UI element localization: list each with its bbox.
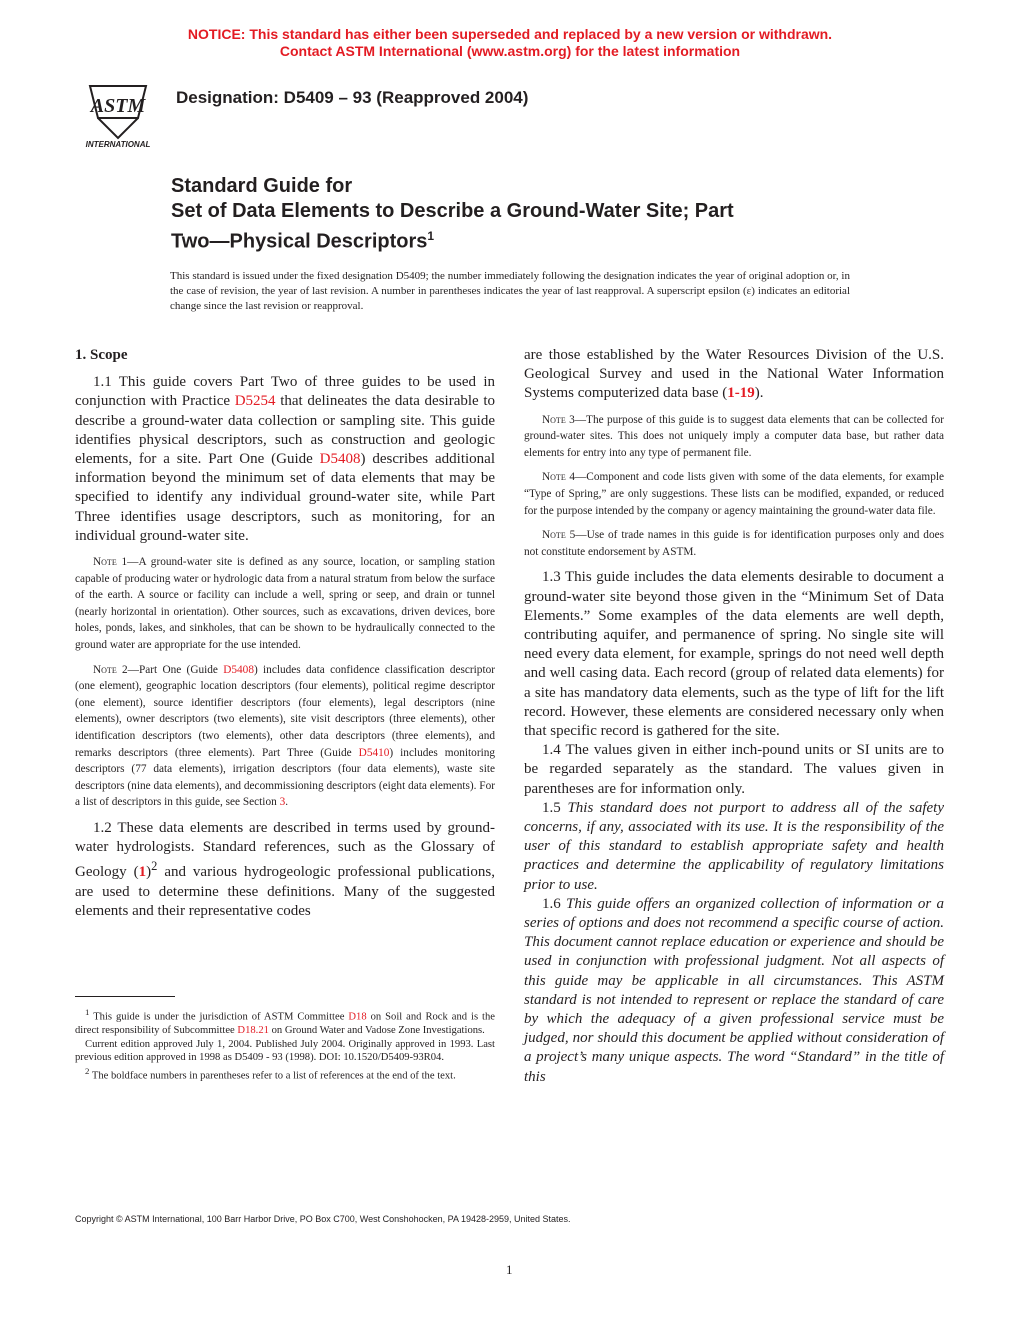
note-5: Note 5—Use of trade names in this guide is for identification purposes only and does not constitute endorsement by ASTM. — [524, 529, 945, 558]
scope-heading: 1. Scope — [75, 347, 128, 363]
footnote-1: $^1$ This guide is under the jurisdiction of ASTM Committee D18 on Soil and Rock and is the direct responsibility of Subcommittee D18.21 on Ground Water and Vadose Zone Investigations. — [75, 1007, 495, 1037]
link-d5408-note[interactable]: D5408 — [223, 663, 254, 676]
logo-text: ASTM — [90, 95, 146, 117]
title-line-2: Set of Data Elements to Describe a Ground-Water Site; Part — [171, 200, 734, 222]
note-4-label: Note 4 — [542, 471, 575, 484]
note-1: Note 1—A ground-water site is defined as any source, location, or sampling station capable of producing water or hydrologic data from a natural stratum from below the surface of the earth. A source or facility can include a well, spring or seep, and drain or tunnel (nearly horizontal in orientation). Other sources, such as excavations, driven devices, bore holes, ponds, lakes, and sinkholes, that can be shown to be hydraulically connected to the ground water are appropriate for the use intended. — [75, 556, 496, 651]
note-3: Note 3—The purpose of this guide is to suggest data elements that can be collected for ground-water sites. This does not uniquely imply a computer data base, but rather data elements for entry into any type of permanent file. — [524, 413, 944, 459]
ref-1-link[interactable]: 1 — [138, 864, 147, 881]
footnote-rule — [75, 996, 175, 997]
note-4: Note 4—Component and code lists given with some of the data elements, for example “Type of Spring,” are only suggestions. These lists can be modified, expanded, or reduced for the purpose intended by the company or agency maintaining the ground-water data file. — [524, 471, 944, 517]
paragraph-1-2: 1.2 These data elements are described in terms used by ground-water hydrologists. Standard references, such as the Glossary of Geology $(1)^2$ and various hydrogeologic professional publications, are used to determine these definitions. Many of the suggested elements and their representative codes — [75, 819, 495, 919]
note-3-label: Note 3 — [542, 413, 575, 426]
paragraph-1-5: 1.5 This standard does not purport to address all of the safety concerns, if any, associated with its use. It is the responsibility of the user of this standard to establish appropriate safety and health practices and determine the applicability of regulatory limitations prior to use. — [524, 799, 945, 893]
right-column — [524, 346, 944, 1087]
paragraph-1-1: 1.1 This guide covers Part Two of three guides to be used in conjunction with Practice D5254 that delineates the data desirable to describe a ground-water data collection or sampling site. This guide identifies physical descriptors, such as construction and geologic elements, for a site. Part One (Guide D5408) describes additional information beyond the minimum set of data elements that may be specified to identify any individual ground-water site, while Part Three identifies usage descriptors, such as monitoring, for an individual ground-water site. — [75, 374, 495, 544]
note-2-label: Note 2 — [93, 663, 128, 676]
footnote-2-mark[interactable]: 2 — [151, 859, 158, 874]
note-2: Note 2—Part One (Guide D5408) includes data confidence classification descriptor (one element), geographic location descriptors (four elements), political regime descriptor (one element), source identifier descriptors (four elements), legal descriptors (nine elements), owner descriptors (two elements), site visit descriptors (three elements), other identification descriptors (two elements), other data descriptors (three elements), and remarks descriptors (three elements). Part Three (Guide D5410) includes monitoring descriptors (77 data elements), irrigation descriptors (four data elements), waste site descriptors (nine data elements), and decommissioning descriptors (eight data elements). For a list of descriptors in this guide, see Section 3. — [75, 663, 496, 809]
page-number: 1 — [506, 1262, 513, 1277]
paragraph-1-2-cont: are those established by the Water Resources Division of the U.S. Geological Survey and used in the National Water Information Systems computerized data base (1-19). — [524, 347, 944, 402]
issued-notice: This standard is issued under the fixed designation D5409; the number immediately following the designation indicates the year of original adoption or, in the case of revision, the year of last revision. A number in parentheses indicates the year of last reapproval. A superscript epsilon (ε) indicates an editorial change since the last revision or reapproval. — [170, 270, 850, 312]
logo-subtext: INTERNATIONAL — [85, 140, 151, 149]
copyright-line: Copyright © ASTM International, 100 Barr Harbor Drive, PO Box C700, West Conshohocken, PA 19428-2959, United States. — [75, 1214, 571, 1224]
link-d18-21[interactable]: D18.21 — [237, 1025, 269, 1037]
link-d5408[interactable]: D5408 — [319, 451, 361, 468]
footnotes — [75, 1006, 495, 1083]
link-d5254[interactable]: D5254 — [234, 393, 276, 410]
notice-line-1: NOTICE: This standard has either been superseded and replaced by a new version or withdrawn. — [187, 26, 833, 42]
title-line-3 — [171, 224, 891, 255]
paragraph-1-4: 1.4 The values given in either inch-pound units or SI units are to be regarded separately as the standard. The values given in parentheses are for information only. — [524, 742, 944, 797]
note-1-label: Note 1 — [93, 556, 128, 569]
notice-banner — [0, 26, 1020, 60]
paragraph-1-3: 1.3 This guide includes the data elements desirable to document a ground-water site beyond those given in the “Minimum Set of Data Elements.” Some examples of the data elements are well depth, contributing aquifer, and permanence of spring. No single site will need every data element, for example, springs do not need well depth and well casing data. Each record (group of related data elements) for a site has mandatory data elements, such as the type of lift for the lift record. However, these elements are considered necessary only when that specific record is gathered for the site. — [524, 569, 944, 739]
astm-logo — [76, 78, 160, 150]
notice-line-2: Contact ASTM International (www.astm.org) for the latest information — [279, 43, 741, 59]
footnote-2: $^2$ The boldface numbers in parentheses refer to a list of references at the end of the text. — [85, 1065, 456, 1082]
note-5-label: Note 5 — [542, 529, 576, 542]
designation: Designation: D5409 – 93 (Reapproved 2004) — [176, 88, 529, 107]
link-section-3[interactable]: 3 — [279, 796, 286, 809]
left-column — [75, 346, 495, 921]
link-d18[interactable]: D18 — [348, 1011, 367, 1023]
title-line-3-text: Two—Physical Descriptors — [171, 230, 428, 253]
link-d5410[interactable]: D5410 — [358, 746, 390, 759]
title-footnote-mark[interactable]: 1 — [427, 229, 435, 243]
title-line-1: Standard Guide for — [171, 175, 353, 197]
ref-1-19-link[interactable]: 1-19 — [727, 385, 755, 402]
paragraph-1-6: 1.6 This guide offers an organized collection of information or a series of options and does not recommend a specific course of action. This document cannot replace education or experience and should be used in conjunction with professional judgment. Not all aspects of this guide may be applicable in all circumstances. This ASTM standard is not intended to represent or replace the standard of care by which the adequacy of a given professional service must be judged, nor should this document be applied without consideration of a project’s many unique aspects. The word “Standard” in the title of this — [524, 895, 944, 1085]
document-title — [171, 174, 891, 255]
footnote-1-edition: Current edition approved July 1, 2004. Published July 2004. Originally approved in 1993. Last previous edition approved in 1998 as D5409 - 93 (1998). DOI: 10.1520/D5409-93R04. — [75, 1038, 495, 1064]
